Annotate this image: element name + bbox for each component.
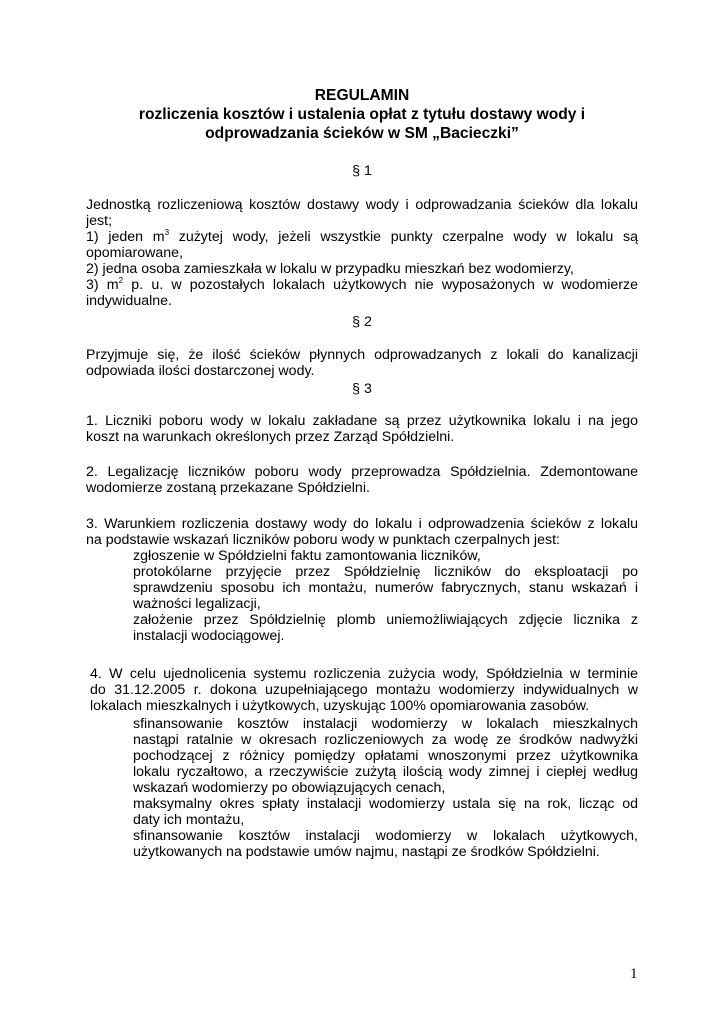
section-3-list: zgłoszenie w Spółdzielni faktu zamontowania liczników, protokólarne przyjęcie przez Spółdzielnię liczników do eksploatacji po sprawdzeniu sposobu ich montażu, numerów fabrycznych, stanu wskazań i ważności legalizacji, założenie przez Spółdzielnię plomb uniemożliwiających zdjęcie licznika z instalacji wodociągowej. <box>133 548 638 644</box>
section-3-paragraph-2: 2. Legalizację liczników poboru wody przeprowadza Spółdzielnia. Zdemontowane wodomierze zostaną przekazane Spółdzielni. <box>86 464 638 496</box>
section-1-intro-line-2: jest; <box>86 213 113 229</box>
title-line-3: odprowadzania ścieków w SM „Bacieczki” <box>205 125 519 142</box>
page-number: 1 <box>630 966 638 982</box>
section-3-heading: § 3 <box>352 381 372 397</box>
section-1-body <box>86 197 638 309</box>
section-1-item-3: 3) $m^2$ p. u. w pozostałych lokalach użytkowych nie wyposażonych w wodomierze <box>86 276 639 293</box>
section-2-body <box>86 347 638 379</box>
section-1-item-3-cont: indywidualne. <box>86 293 172 309</box>
section-4-list: sfinansowanie kosztów instalacji wodomierzy w lokalach mieszkalnych nastąpi ratalnie w okresach rozliczeniowych za wodę ze środków nadwyżki pochodzącej z różnicy pomiędzy opłatami wnoszonymi przez użytkownika lokalu ryczałtowo, a rzeczywiście zużytą ilością wody zimnej i ciepłej według wskazań wodomierzy po obowiązujących cenach, maksymalny okres spłaty instalacji wodomierzy ustala się na rok, licząc od daty ich montażu, sfinansowanie kosztów instalacji wodomierzy w lokalach użytkowych, użytkowanych na podstawie umów najmu, nastąpi ze środków Spółdzielni. <box>133 716 638 860</box>
section-3-paragraph-3: 3. Warunkiem rozliczenia dostawy wody do lokalu i odprowadzenia ścieków z lokalu na podstawie wskazań liczników poboru wody w punktach czerpalnych jest: <box>86 516 638 548</box>
section-1-item-1: 1) jeden $m^3$ zużytej wody, jeżeli wszystkie punkty czerpalne wody w lokalu są <box>86 228 638 245</box>
list-item: protokólarne przyjęcie przez Spółdzielnię liczników do eksploatacji po <box>133 564 638 580</box>
list-item: sfinansowanie kosztów instalacji wodomierzy w lokalach mieszkalnych <box>133 716 638 732</box>
list-item: sfinansowanie kosztów instalacji wodomierzy w lokalach użytkowych, <box>133 828 638 844</box>
list-item: założenie przez Spółdzielnię plomb uniemożliwiających zdjęcie licznika z <box>133 612 638 628</box>
title-line-2: rozliczenia kosztów i ustalenia opłat z tytułu dostawy wody i <box>138 106 586 123</box>
section-1-heading: § 1 <box>352 163 372 179</box>
section-3-paragraph-4: 4. W celu ujednolicenia systemu rozliczenia zużycia wody, Spółdzielnia w terminie do 31.12.2005 r. dokona uzupełniającego montażu wodomierzy indywidualnych w lokalach mieszkalnych i użytkowych, uzyskując 100% opomiarowania zasobów. <box>90 666 638 714</box>
list-item: zgłoszenie w Spółdzielni faktu zamontowania liczników, <box>133 548 481 564</box>
section-2-heading: § 2 <box>352 314 372 330</box>
section-1-item-1-cont: opomiarowane, <box>86 245 184 261</box>
list-item: maksymalny okres spłaty instalacji wodomierzy ustala się na rok, licząc od <box>133 796 638 812</box>
section-2-line-2: odpowiada ilości dostarczonej wody. <box>86 363 315 379</box>
document-title <box>60 86 664 143</box>
section-1-intro-line-1: Jednostką rozliczeniową kosztów dostawy wody i odprowadzania ścieków dla lokalu <box>86 197 638 213</box>
section-3-paragraph-1: 1. Liczniki poboru wody w lokalu zakładane są przez użytkownika lokalu i na jego koszt na warunkach określonych przez Zarząd Spółdzielni. <box>86 413 638 445</box>
section-2-line-1: Przyjmuje się, że ilość ścieków płynnych odprowadzanych z lokali do kanalizacji <box>86 347 638 363</box>
section-1-item-2: 2) jedna osoba zamieszkała w lokalu w przypadku mieszkań bez wodomierzy, <box>86 261 574 277</box>
title-line-1: REGULAMIN <box>314 87 410 104</box>
